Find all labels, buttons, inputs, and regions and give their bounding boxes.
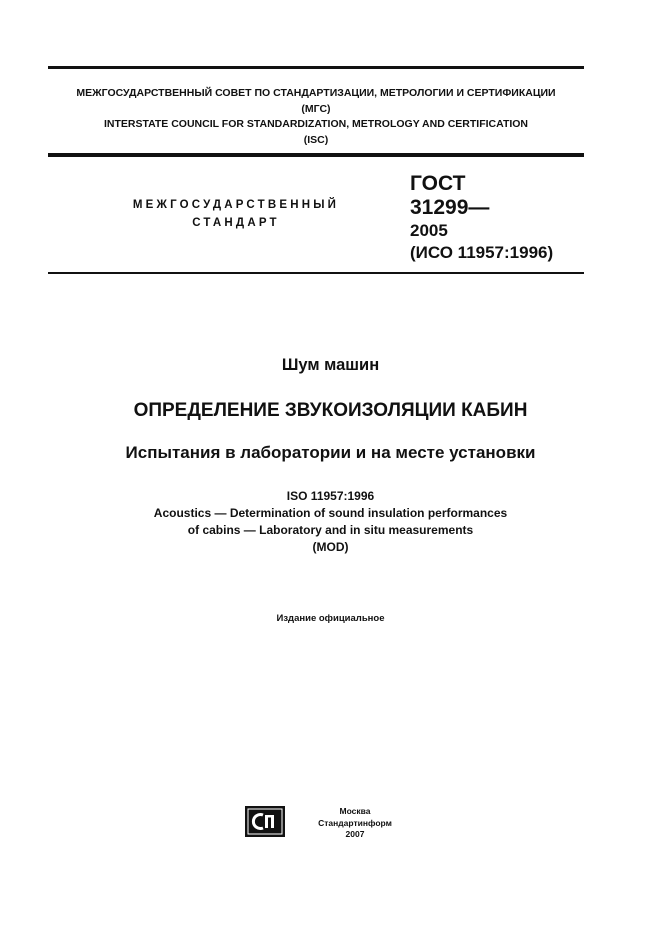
designation-rule bbox=[48, 272, 584, 274]
council-name-en: INTERSTATE COUNCIL FOR STANDARDIZATION, METROLOGY AND CERTIFICATION bbox=[103, 118, 529, 130]
publisher-year: 2007 bbox=[345, 829, 365, 839]
standard-type-line2: СТАНДАРТ bbox=[192, 217, 280, 229]
council-header bbox=[48, 86, 584, 148]
iso-reference bbox=[0, 488, 661, 556]
council-abbr-en: (ISC) bbox=[303, 133, 329, 146]
page-title: ОПРЕДЕЛЕНИЕ ЗВУКОИЗОЛЯЦИИ КАБИН bbox=[133, 400, 528, 421]
publisher-city: Москва bbox=[339, 806, 371, 816]
gost-number: 31299— bbox=[410, 196, 490, 219]
page-subtitle: Испытания в лаборатории и на месте установки bbox=[125, 443, 536, 462]
council-rule bbox=[48, 153, 584, 157]
publisher-block bbox=[300, 806, 410, 841]
council-abbr-ru: (МГС) bbox=[301, 102, 331, 115]
publisher-name: Стандартинформ bbox=[318, 817, 392, 828]
edition-label: Издание официальное bbox=[276, 613, 385, 624]
council-name-ru: МЕЖГОСУДАРСТВЕННЫЙ СОВЕТ ПО СТАНДАРТИЗАЦИИ, МЕТРОЛОГИИ И СЕРТИФИКАЦИИ bbox=[76, 87, 556, 99]
standartinform-logo-icon bbox=[245, 806, 285, 837]
title-group: Шум машин bbox=[281, 356, 380, 374]
gost-year: 2005 bbox=[410, 221, 448, 240]
gost-prefix: ГОСТ bbox=[410, 172, 466, 195]
standard-type bbox=[112, 196, 360, 232]
gost-iso-ref: (ИСО 11957:1996) bbox=[410, 243, 554, 262]
iso-mod: (MOD) bbox=[312, 540, 349, 554]
iso-title-line2: of cabins — Laboratory and in situ measurements bbox=[187, 523, 474, 537]
iso-title-line1: Acoustics — Determination of sound insulation performances bbox=[153, 506, 508, 520]
gost-designation bbox=[410, 172, 553, 264]
iso-number: ISO 11957:1996 bbox=[286, 489, 375, 503]
standard-type-line1: МЕЖГОСУДАРСТВЕННЫЙ bbox=[132, 199, 340, 211]
top-rule bbox=[48, 66, 584, 69]
